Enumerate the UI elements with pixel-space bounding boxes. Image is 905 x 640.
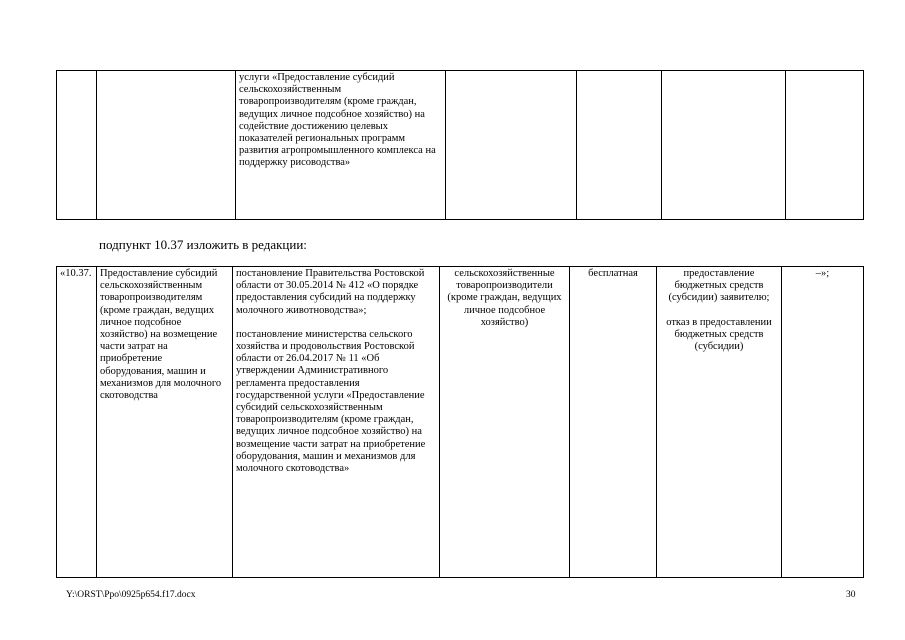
legal-basis-cell [233, 267, 440, 578]
table-row [57, 267, 864, 578]
result-cell [657, 267, 782, 578]
services-table-continuation [56, 70, 864, 220]
subheading: подпункт 10.37 изложить в редакции: [99, 237, 307, 252]
result-1: предоставление бюджетных средств (субсидии) заявителю; [668, 268, 770, 304]
item-number-cell: «10.37. [57, 267, 97, 578]
table-cell [662, 71, 786, 220]
table-cell [97, 71, 236, 220]
recipients-cell: сельскохозяйственные товаропроизводители (кроме граждан, ведущих личное подсобное хозяйство) [440, 267, 570, 578]
services-table-item-10-37 [56, 266, 864, 578]
result-2: отказ в предоставлении бюджетных средств (субсидии) [666, 316, 772, 353]
service-name-cell: Предоставление субсидий сельскохозяйственным товаропроизводителям (кроме граждан, ведущих личное подсобное хозяйство) на возмещение части затрат на приобретение оборудования, машин и механизмов для молочного скотоводства [97, 267, 233, 578]
payment-cell: бесплатная [570, 267, 657, 578]
table-cell [577, 71, 662, 220]
table-row [57, 71, 864, 220]
legal-basis-1: постановление Правительства Ростовской области от 30.05.2014 № 412 «О порядке предоставления субсидий на поддержку молочного животноводства»; [236, 268, 425, 316]
table-cell [57, 71, 97, 220]
legal-basis-cell: услуги «Предоставление субсидий сельскохозяйственным товаропроизводителям (кроме граждан, ведущих личное подсобное хозяйство) на содействие достижению целевых показателей региональных программ развития агропромышленного комплекса на поддержку рисоводства» [236, 71, 446, 220]
table-cell [786, 71, 864, 220]
page-number: 30 [846, 590, 856, 600]
legal-basis-2: постановление министерства сельского хозяйства и продовольствия Ростовской области от 26.04.2017 № 11 «Об утверждении Административного регламента предоставления государственной услуги «Предоставление субсидий сельскохозяйственным товаропроизводителям (кроме граждан, ведущих личное подсобное хозяйство) на возмещение части затрат на приобретение оборудования, машин и механизмов для молочного скотоводства» [236, 328, 426, 475]
footer-file-path: Y:\ORST\Ppo\0925p654.f17.docx [66, 590, 196, 600]
table-cell [446, 71, 577, 220]
closing-cell: –»; [782, 267, 864, 578]
